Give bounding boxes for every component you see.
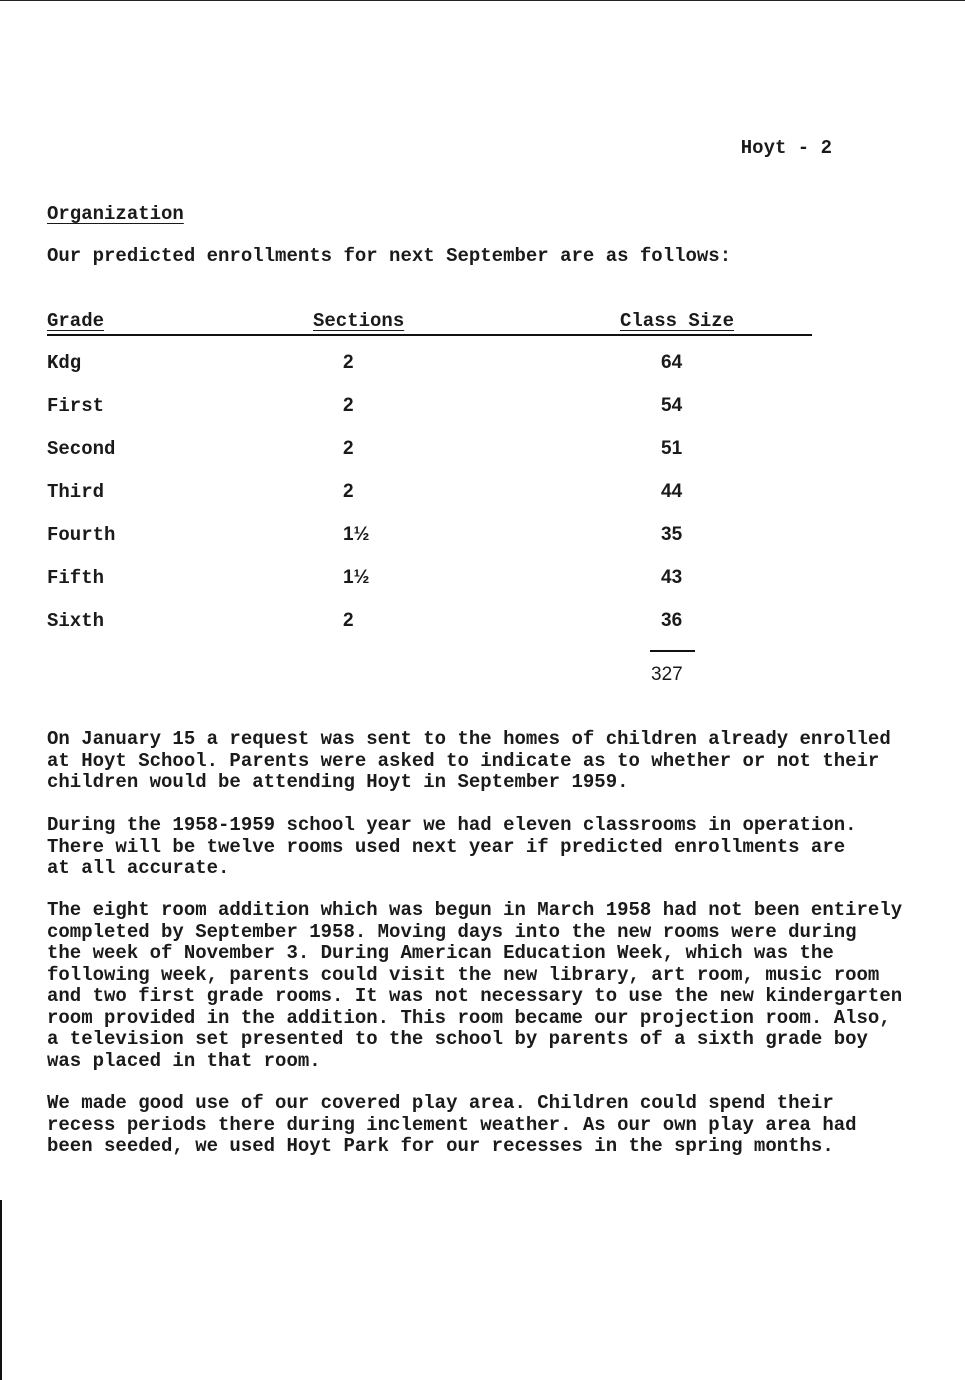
header-class-size: Class Size xyxy=(620,310,735,332)
paragraph-line: a television set presented to the school by parents of a sixth grade boy xyxy=(47,1028,868,1050)
page-top-edge xyxy=(0,0,965,1)
page-left-edge xyxy=(0,1200,2,1380)
grade-cell: Kdg xyxy=(47,352,82,374)
paragraph-line: completed by September 1958. Moving days into the new rooms were during xyxy=(47,920,857,943)
paragraph-line: We made good use of our covered play area. Children could spend their xyxy=(47,1092,834,1114)
grade-cell: First xyxy=(47,395,105,417)
sections-cell: 2 xyxy=(343,610,354,631)
table-header-row xyxy=(47,308,812,336)
paragraph-line: was placed in that room. xyxy=(47,1049,321,1072)
class-size-cell: 51 xyxy=(661,438,683,459)
table-row xyxy=(47,395,812,438)
paragraph-classrooms xyxy=(47,815,867,880)
class-size-cell: 36 xyxy=(661,610,683,631)
paragraph-january-request xyxy=(47,728,891,794)
intro-sentence: Our predicted enrollments for next September are as follows: xyxy=(47,245,732,267)
header-sections: Sections xyxy=(313,310,405,332)
sections-cell: 1½ xyxy=(343,524,370,545)
paragraph-line: On January 15 a request was sent to the homes of children already enrolled xyxy=(47,728,891,750)
paragraph-line: at Hoyt School. Parents were asked to indicate as to whether or not their xyxy=(47,749,880,772)
class-size-cell: 43 xyxy=(661,567,683,588)
grade-cell: Sixth xyxy=(47,610,105,632)
sections-cell: 2 xyxy=(343,352,354,373)
sections-cell: 2 xyxy=(343,438,354,459)
table-row xyxy=(47,481,812,524)
grade-cell: Fourth xyxy=(47,524,116,546)
header-grade: Grade xyxy=(47,310,105,332)
grade-cell: Third xyxy=(47,481,105,503)
grade-cell: Second xyxy=(47,438,116,460)
table-row xyxy=(47,352,812,395)
table-row xyxy=(47,438,812,481)
paragraph-line: children would be attending Hoyt in September 1959. xyxy=(47,771,629,793)
table-row xyxy=(47,610,812,653)
paragraph-line: the week of November 3. During American Education Week, which was the xyxy=(47,942,834,964)
paragraph-line: recess periods there during inclement weather. As our own play area had xyxy=(47,1113,857,1136)
table-row xyxy=(47,567,812,610)
page-label: Hoyt - 2 xyxy=(740,137,832,159)
paragraph-line: at all accurate. xyxy=(47,857,230,879)
class-size-total: 327 xyxy=(651,664,683,685)
paragraph-line: There will be twelve rooms used next year if predicted enrollments are xyxy=(47,835,846,858)
sections-cell: 1½ xyxy=(343,567,370,588)
table-row xyxy=(47,524,812,567)
total-rule xyxy=(650,650,695,652)
paragraph-line: been seeded, we used Hoyt Park for our recesses in the spring months. xyxy=(47,1135,834,1157)
paragraph-line: following week, parents could visit the new library, art room, music room xyxy=(47,963,880,986)
sections-cell: 2 xyxy=(343,481,354,502)
paragraph-line: and two first grade rooms. It was not necessary to use the new kindergarten xyxy=(47,985,903,1007)
paragraph-room-addition xyxy=(47,899,903,1072)
paragraph-line: The eight room addition which was begun in March 1958 had not been entirely xyxy=(47,899,903,921)
class-size-cell: 44 xyxy=(661,481,683,502)
section-heading: Organization xyxy=(47,203,184,225)
class-size-cell: 64 xyxy=(661,352,683,373)
paragraph-line: room provided in the addition. This room became our projection room. Also, xyxy=(47,1006,891,1029)
class-size-cell: 35 xyxy=(661,524,683,545)
class-size-cell: 54 xyxy=(661,395,683,416)
grade-cell: Fifth xyxy=(47,567,105,589)
paragraph-play-area xyxy=(47,1093,867,1158)
table-body xyxy=(47,352,812,653)
enrollment-table xyxy=(47,308,812,653)
sections-cell: 2 xyxy=(343,395,354,416)
paragraph-line: During the 1958-1959 school year we had eleven classrooms in operation. xyxy=(47,814,857,836)
